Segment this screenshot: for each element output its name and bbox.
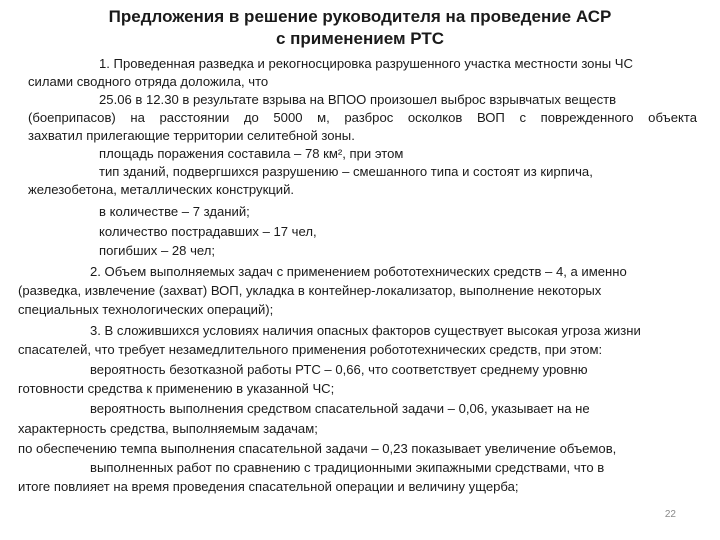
- text-line: захватил прилегающие территории селитебной зоны.: [28, 128, 355, 143]
- text-line: по обеспечению темпа выполнения спасательной задачи – 0,23 показывает увеличение объемов,: [18, 441, 617, 456]
- text-line: силами сводного отряда доложила, что: [28, 74, 269, 89]
- text-line: вероятность безотказной работы РТС – 0,66, что соответствует среднему уровню: [90, 362, 588, 377]
- slide-title: [60, 6, 660, 50]
- text-line: 3. В сложившихся условиях наличия опасных факторов существует высокая угроза жизни: [90, 323, 641, 338]
- text-line: характерность средства, выполняемым задачам;: [18, 421, 318, 436]
- text-line: 1. Проведенная разведка и рекогносцировка разрушенного участка местности зоны ЧС: [99, 56, 633, 71]
- text-line: тип зданий, подвергшихся разрушению – смешанного типа и состоят из кирпича,: [99, 164, 593, 179]
- text-line: (разведка, извлечение (захват) ВОП, укладка в контейнер-локализатор, выполнение некоторых: [18, 283, 602, 298]
- text-line: итоге повлияет на время проведения спасательной операции и величину ущерба;: [18, 479, 519, 494]
- text-line: (боеприпасов) на расстоянии до 5000 м, разброс осколков ВОП с поврежденного объекта: [28, 110, 697, 125]
- text-line: 2. Объем выполняемых задач с применением робототехнических средств – 4, а именно: [90, 264, 627, 279]
- page-number: 22: [664, 509, 676, 520]
- text-line: спасателей, что требует незамедлительного применения робототехнических средств, при этом:: [18, 342, 603, 357]
- text-line: 25.06 в 12.30 в результате взрыва на ВПОО произошел выброс взрывчатых веществ: [99, 92, 617, 107]
- title-line-2: с применением РТС: [275, 29, 445, 48]
- text-line: количество пострадавших – 17 чел,: [99, 224, 317, 239]
- title-line-1: Предложения в решение руководителя на проведение АСР: [108, 7, 612, 26]
- text-line: площадь поражения составила – 78 км², при этом: [99, 146, 404, 161]
- text-line: вероятность выполнения средством спасательной задачи – 0,06, указывает на не: [90, 401, 590, 416]
- text-line: выполненных работ по сравнению с традиционными экипажными средствами, что в: [90, 460, 605, 475]
- text-line: специальных технологических операций);: [18, 302, 274, 317]
- text-line: готовности средства к применению в указанной ЧС;: [18, 381, 335, 396]
- text-line: в количестве – 7 зданий;: [99, 204, 250, 219]
- text-line: погибших – 28 чел;: [99, 243, 216, 258]
- text-line: железобетона, металлических конструкций.: [28, 182, 295, 197]
